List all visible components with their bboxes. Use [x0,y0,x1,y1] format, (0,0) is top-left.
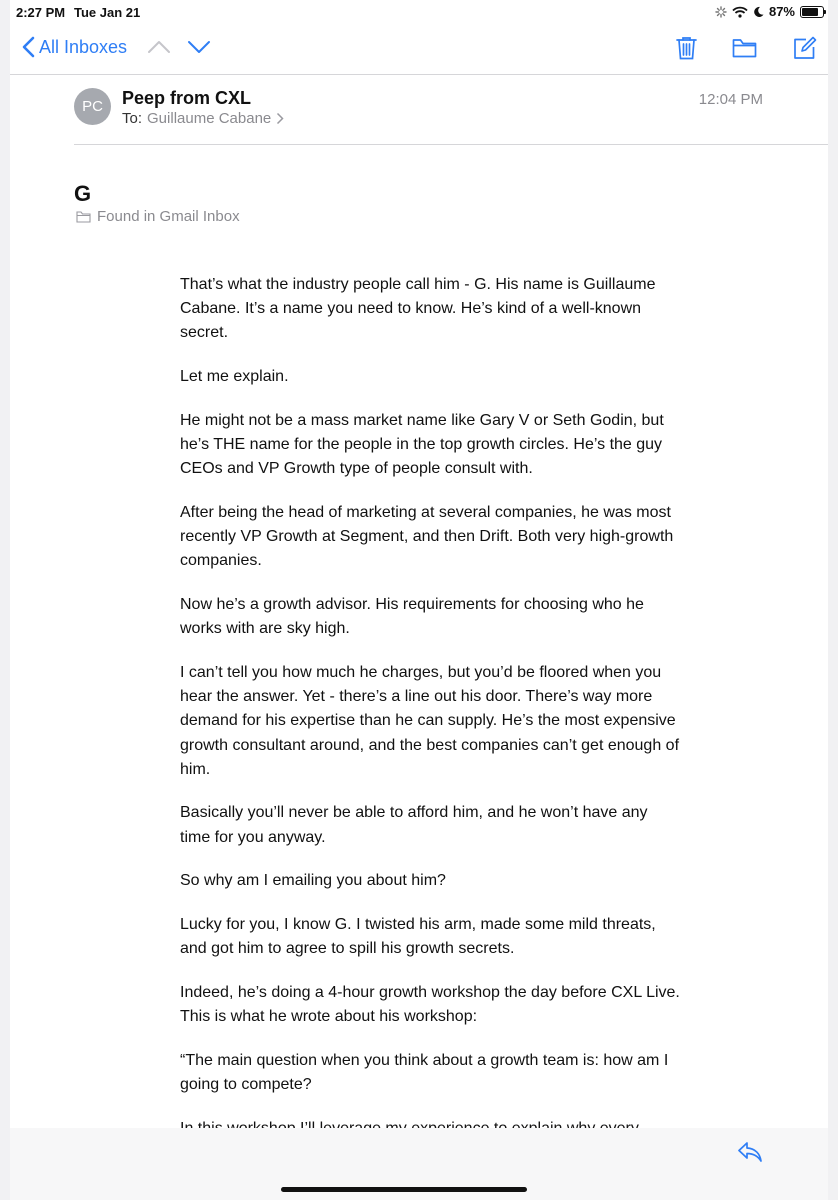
body-paragraph: He might not be a mass market name like Gary V or Seth Godin, but he’s THE name for the people in the top growth circles. He’s the guy CEOs and VP Growth type of people consult with. [180,411,664,478]
reply-icon[interactable] [737,1141,763,1163]
status-date: Tue Jan 21 [74,5,141,20]
status-bar [10,0,828,24]
navigation-bar [10,24,828,75]
chevron-right-icon [276,112,284,125]
chevron-down-icon[interactable] [187,40,211,54]
mail-app-window [10,0,828,1200]
body-paragraph: Lucky for you, I know G. I twisted his arm, made some mild threats, and got him to agree to spill his growth secrets. [180,916,656,958]
moon-icon [753,6,764,18]
folder-note [76,208,240,225]
back-label: All Inboxes [39,36,128,57]
body-paragraph: I can’t tell you how much he charges, but you’d be floored when you hear the answer. Yet - there’s a line out his door. There’s way more demand for his expertise than he can supply. He’s the most expensive growth consultant around, and the best companies can’t get enough of him. [180,663,680,778]
to-label: To: [122,110,143,127]
body-paragraph: Indeed, he’s doing a 4-hour growth workshop the day before CXL Live. This is what he wrote about his workshop: [180,983,680,1026]
body-paragraph: So why am I emailing you about him? [180,872,446,890]
battery-percent: 87% [768,4,795,19]
folder-small-icon [76,211,91,223]
recipient-name[interactable]: Guillaume Cabane [147,110,272,127]
home-indicator[interactable] [281,1187,527,1192]
back-button[interactable] [22,36,127,58]
trash-icon[interactable] [676,36,697,60]
body-paragraph: Basically you’ll never be able to afford him, and he won’t have any time for you anyway. [180,804,648,846]
status-time: 2:27 PM [16,5,66,20]
body-paragraph: That’s what the industry people call him - G. His name is Guillaume Cabane. It’s a name you need to know. He’s kind of a well-known secret. [180,276,656,342]
body-paragraph: “The main question when you think about a growth team is: how am I going to compete? [180,1051,669,1094]
battery-icon [800,6,824,18]
email-body [180,273,680,1160]
email-subject: G [74,181,92,206]
body-paragraph: Let me explain. [180,368,289,386]
status-indicators [715,4,824,19]
chevron-left-icon [22,36,35,58]
wifi-icon [732,6,748,18]
body-paragraph: After being the head of marketing at several companies, he was most recently VP Growth at Segment, and then Drift. Both very high-growth companies. [180,503,674,570]
body-paragraph: Now he’s a growth advisor. His requirements for choosing who he works with are sky high. [180,596,644,638]
folder-note-text: Found in Gmail Inbox [97,208,240,225]
activity-spinner-icon [715,6,727,18]
chevron-up-icon[interactable] [147,40,171,54]
email-timestamp: 12:04 PM [698,91,763,108]
recipient-line[interactable] [122,110,284,127]
bottom-toolbar [10,1128,828,1200]
compose-icon[interactable] [793,36,817,60]
avatar[interactable]: PC [74,88,111,125]
email-header [74,86,828,145]
sender-name[interactable]: Peep from CXL [122,88,252,108]
folder-icon[interactable] [732,38,757,58]
